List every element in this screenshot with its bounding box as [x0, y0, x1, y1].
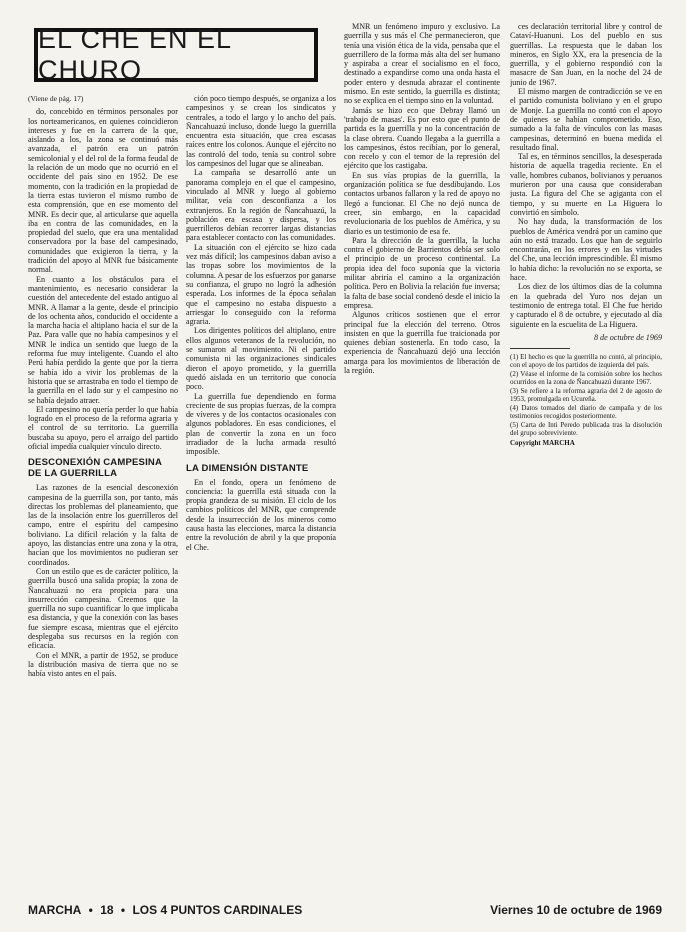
jump-note: (Viene de pág. 17) — [28, 94, 84, 103]
section-heading-desconexion: DESCONEXIÓN CAMPESINA DE LA GUERRILLA — [28, 457, 162, 480]
col4-paragraph: ces declaración territorial libre y control de Cataví-Huanuni. Los del pueblo en sus guerrillas. La respuesta que le daban los mineros, en Siglo XX, era la presencia de la guerrilla, y el gobierno respondió con la masacre de San Juan, en la noche del 24 de junio de 1967. — [510, 22, 662, 87]
col1-paragraph: El campesino no quería perder lo que había logrado en el proceso de la reforma agraria y el control de su territorio. La guerrilla buscaba su apoyo, pero el arraigo del partido oficial impedía cualquier vínculo directo. — [28, 404, 178, 451]
col2-paragraph: ción poco tiempo después, se organiza a los campesinos y se crean los sindicatos y centrales, a todo el largo y lo ancho del país. Ñancahuazú incluso, donde luego la guerrilla encuentra esta situación, que crea escasas raíces entre los colonos. Aunque el ejército no las controló del todo, tenía su control sobre los campesinos del lugar que se alineaban. — [186, 94, 336, 169]
footnote: (1) El hecho es que la guerrilla no contó, al principio, con el apoyo de los partidos de izquierda del país. — [510, 353, 662, 370]
col2-paragraph: La campaña se desarrolló ante un panorama complejo en el que el campesino, vinculado al MNR y luego al gobierno militar, veía con desconfianza a los extranjeros. En la región de Ñancahuazú, la población era escasa y dispersa, y los guerrilleros debían recorrer largas distancias para establecer contacto con las comunidades. — [186, 168, 336, 243]
footnote: (5) Carta de Inti Peredo publicada tras la disolución del grupo sobreviviente. — [510, 421, 662, 438]
col3-paragraph: Algunos críticos sostienen que el error principal fue la elección del terreno. Otros insisten en que la guerrilla fue traicionada por quienes debían sostenerla. En todo caso, la experiencia de Ñancahuazú dejó una lección amarga para los movimientos de liberación de la región. — [344, 310, 500, 375]
col1-paragraph: Con un estilo que es de carácter político, la guerrilla buscó una salida propia; la zona de Ñancahuazú no era propicia para una insurrección campesina. Creemos que la guerrilla no supo cuantificar lo que implicaba esa distancia, y que la conexión con las bases fue siempre escasa, mientras que el ejército desplegaba sus recursos en la región con eficacia. — [28, 566, 178, 651]
column-4 — [510, 22, 662, 894]
column-3 — [344, 22, 500, 894]
col2-paragraph: Los dirigentes políticos del altiplano, entre ellos algunos veteranos de la revolución, no se sumaron al movimiento. Ni el partido comunista ni las organizaciones sindicales dieron el apoyo prometido, y la guerrilla quedó aislada en un territorio que conocía poco. — [186, 326, 336, 392]
col3-paragraph: Para la dirección de la guerrilla, la lucha contra el gobierno de Barrientos debía ser solo el principio de un proceso continental. La propia idea del foco suponía que la victoria militar abriría el camino a la organización política. Pero en Bolivia la relación fue inversa; la falta de base social condenó desde el inicio la empresa. — [344, 235, 500, 310]
article-title-box — [34, 24, 318, 85]
col4-paragraph: No hay duda, la transformación de los pueblos de América vendrá por un camino que aún no está trazado. Los que han de seguirlo encontrarán, en los errores y en las virtudes del Che, una lección imprescindible. Él mismo lo había dicho: la revolución no se exporta, se hace. — [510, 217, 662, 283]
column-1 — [28, 94, 178, 894]
copyright-line: Copyright MARCHA — [510, 439, 575, 448]
page-number: 18 — [100, 903, 114, 917]
col4-paragraph: Los diez de los últimos días de la columna en la quebrada del Yuro nos dejan un testimonio de entrega total. El Che fue herido y capturado el 8 de octubre, y ejecutado al día siguiente en la escuelita de La Higuera. — [510, 282, 662, 329]
footer-bullet: • — [88, 903, 93, 917]
col2-paragraph: La situación con el ejército se hizo cada vez más difícil; los campesinos daban aviso a las tropas sobre los movimientos de la columna. A pesar de los esfuerzos por ganarse su confianza, el grupo no logró la adhesión esperada. Los informes de la época señalan que el campesino no estaba dispuesto a arriesgar lo conseguido con la reforma agraria. — [186, 242, 336, 327]
section-name: LOS 4 PUNTOS CARDINALES — [132, 903, 303, 917]
col3-paragraph: Jamás se hizo eco que Debray llamó un 'trabajo de masas'. Es por esto que el punto de partida es la guerrilla y no la concentración de la clase obrera. Cuando llegaba a la guerrilla a los campesinos, éstos recibían, por lo general, con recelo y con el temor de la represión del ejército que los castigaba. — [344, 105, 500, 171]
column-2 — [186, 94, 336, 894]
footnote: (3) Se refiere a la reforma agraria del 2 de agosto de 1953, promulgada en Ucureña. — [510, 387, 662, 404]
col4-paragraph: El mismo margen de contradicción se ve en el partido comunista boliviano y en el grupo de Monje. La guerrilla no contó con el apoyo de quienes se habían comprometido. Eso, sumado a la falta de vínculos con las masas campesinas, determinó en buena medida el resultado final. — [510, 87, 662, 152]
col1-paragraph: Con el MNR, a partir de 1952, se produce la distribución masiva de tierra que no se había visto antes en el país. — [28, 650, 178, 679]
footnote: (2) Véase el informe de la comisión sobre los hechos ocurridos en la zona de Ñancahuazú durante 1967. — [510, 370, 662, 387]
col3-paragraph: En sus vías propias de la guerrilla, la organización política se fue desdibujando. Los contactos urbanos fallaron y la red de apoyo no llegó a funcionar. El Che no dejó nunca de creer, sin embargo, en la capacidad revolucionaria de los pueblos de América, y su diario es un testimonio de esa fe. — [344, 170, 500, 236]
article-date: 8 de octubre de 1969 — [593, 332, 662, 342]
col2-paragraph: En el fondo, opera un fenómeno de conciencia: la guerrilla está situada con la propia grandeza de su misión. El ciclo de los cambios políticos del MNR, que comprende desde la insurrección de los mineros como causa hasta las elecciones, marca la distancia entre la revolución de abril y la que proponía el Che. — [186, 477, 336, 552]
page-footer — [28, 901, 662, 919]
footnote-divider — [510, 348, 570, 349]
col1-paragraph: En cuanto a los obstáculos para el mantenimiento, es necesario considerar la cuestión del antecedente del estado antiguo al MNR. A llamar a la gente, desde el principio de los ochenta años, conducido el occidente a la marcha hacia el altiplano hacia el sur de la Paz. Para valle que no había campesinos y el MNR le indica un sentido que luego de la reforma fue muy inteligente. Cuando el alto Perú había perdido la gente que por la tierra se había ido a vivir los problemas de la historia que se arrastraba en todo el tiempo de la guerrilla en el lado sur y el campesino no se había dejado atraer. — [28, 274, 178, 405]
section-heading-dimension: LA DIMENSIÓN DISTANTE — [186, 462, 309, 474]
col1-paragraph: Las razones de la esencial desconexión campesina de la guerrilla son, por tanto, más directas los problemas del planeamiento, que las de la insolación entre los guerrilleros del campo, entre el espíritu del campesino boliviano. La difícil relación y la falta de apoyo, las distancias entre una zona y la otra, hacían que los movimientos no pudieran ser coordinados. — [28, 483, 178, 567]
footer-bullet: • — [120, 903, 126, 917]
col2-paragraph: La guerrilla fue dependiendo en forma creciente de sus propias fuerzas, de la compra de víveres y de los contactos ocasionales con algunos pobladores. En esas condiciones, el plan de convertir la zona en un foco irradiador de la lucha armada resultó imposible. — [186, 391, 336, 457]
publication-name: MARCHA — [28, 903, 82, 917]
issue-date: Viernes 10 de octubre de 1969 — [490, 903, 662, 917]
col4-paragraph: Tal es, en términos sencillos, la desesperada historia de aquella tragedia reciente. En el valle, hombres cubanos, bolivianos y peruanos murieron por una causa que consideraban justa. La figura del Che se agiganta con el tiempo, y su muerte en La Higuera lo convirtió en símbolo. — [510, 152, 662, 217]
col1-paragraph: do, concebido en términos personales por los norteamericanos, en quienes coincidieron intereses y fue en la carrera de la que, aislando a los, la zona se continuó más avanzada, el patrón era un patrón semicolonial y el del rol de la forma feudal de la relación de un modo que no ocurrió en el occidente del país sino en 1952. De ese momento, con la tradición en la propiedad de la tierra estas tuvieron el mismo rumbo de esta comprensión, que en ese momento del MNR. Es decir que, al articularse que aquella iba en contra de las comunidades, en la propiedad del suelo, que era una mentalidad conservadora por la base del campesinado, comunidades que exigieron la tierra, y la tradición del apoyo al MNR fue básicamente normal. — [28, 107, 178, 275]
col3-paragraph: MNR un fenómeno impuro y exclusivo. La guerrilla y sus más el Che permanecieron, que tenía una visión ética de la vida, pensaba que el guerrillero de la forma más alta del ser humano y aspiraba a crear el socialismo en el foco, destinado a expandirse como una onda hasta el poder entero y desnuda abrazar el continente mismo. En este sentido, la guerrilla es distinta; no se explica en el tiempo sino en la voluntad. — [344, 22, 500, 106]
footnote: (4) Datos tomados del diario de campaña y de los testimonios recogidos posteriormente. — [510, 404, 662, 421]
footer-left — [28, 903, 306, 917]
article-title: EL CHE EN EL CHURO — [38, 24, 232, 85]
